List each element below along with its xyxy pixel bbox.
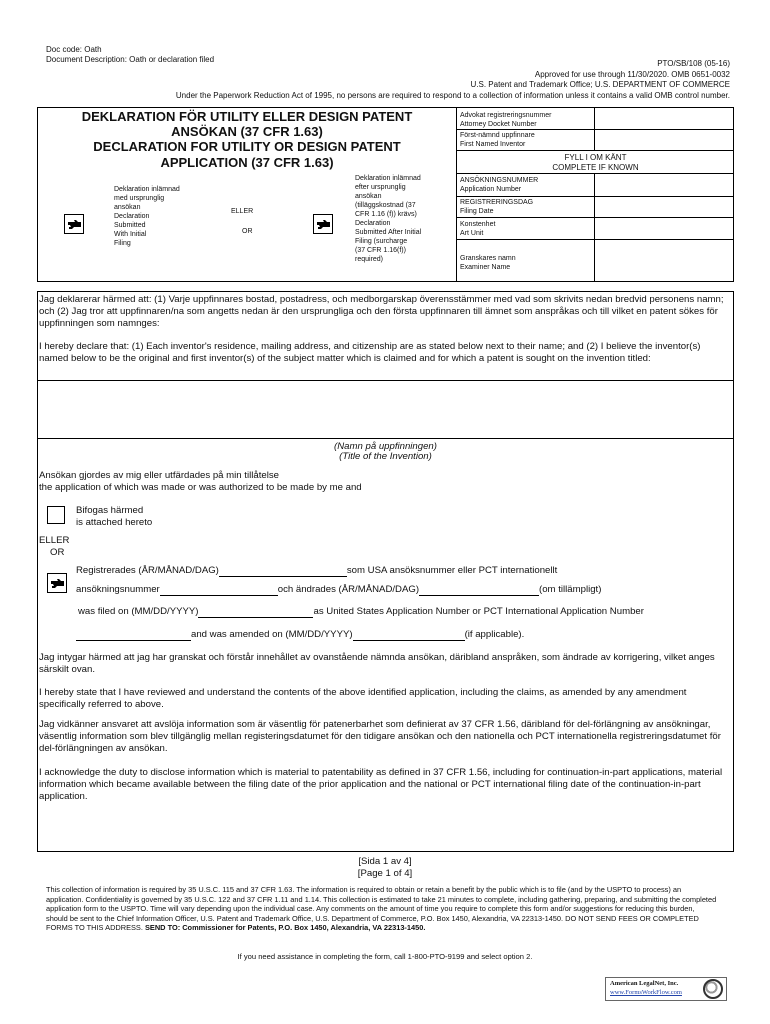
checkbox-initial-filing[interactable] xyxy=(64,214,84,234)
filed-date-field[interactable] xyxy=(198,606,313,618)
duty-sv: Jag vidkänner ansvaret att avslöja information som är väsentlig för patenerbarhet som definierat av 37 CFR 1.56, däribland för del-förlängning av ansökningar, väsentlig information som blev tillgänglig mellan registeringsdatumet för den tidigare ansökan och den nationella och PCT internationella registreringsdatumet för del-förlängningen av ansökan. xyxy=(39,719,721,754)
review-en: I hereby state that I have reviewed and understand the contents of the above identified application, including the claims, as amended by any amendment specifically referred to above. xyxy=(39,687,687,710)
page-number-sv: [Sida 1 av 4] xyxy=(358,856,412,867)
approval-line: Approved for use through 11/30/2020. OMB 0651-0032 xyxy=(534,70,730,79)
pra-notice: Under the Paperwork Reduction Act of 1995, no persons are required to respond to a collection of information unless it contains a valid OMB control number. xyxy=(175,91,730,100)
app-number-field-sv[interactable] xyxy=(160,584,278,596)
filed-checkbox[interactable] xyxy=(47,573,67,593)
first-inventor-field[interactable] xyxy=(595,130,733,150)
form-number: PTO/SB/108 (05-16) xyxy=(657,59,730,68)
eller-label: ELLER xyxy=(231,208,254,215)
agency-line: U.S. Patent and Trademark Office; U.S. DEPARTMENT OF COMMERCE xyxy=(470,80,730,89)
title-caption-sv: (Namn på uppfinningen) xyxy=(334,441,437,452)
or-label: OR xyxy=(242,228,253,235)
application-number-label: ANSÖKNINGSNUMMER Application Number xyxy=(460,177,539,193)
app-made-en: the application of which was made or was authorized to be made by me and xyxy=(39,482,362,493)
attorney-docket-field[interactable] xyxy=(595,108,733,129)
checkbox-after-filing[interactable] xyxy=(313,214,333,234)
application-number-field[interactable] xyxy=(595,174,733,196)
declaration-en: I hereby declare that: (1) Each inventor's residence, mailing address, and citizenship are as stated below next to their name; and (2) I believe the inventor(s) named below to be the original and first inventor(s) of the subject matter which is claimed and for which a patent is sought on the invention titled: xyxy=(39,341,701,364)
declaration-sv: Jag deklarerar härmed att: (1) Varje uppfinnares bostad, postadress, och medborgarskap överensstämmer med vad som skrivits nedan bredvid personens namn; och (2) Jag tror att uppfinnaren/na som angetts nedan är den ursprungliga och den första uppfinnaren till ämnet som anspråkas och till vilket en patent sökes för uppfinningen som namnges: xyxy=(39,294,724,329)
examiner-name-label: Granskares namn Examiner Name xyxy=(460,255,516,271)
examiner-name-field[interactable] xyxy=(595,240,733,282)
amended-line: and was amended on (MM/DD/YYYY) (if applicable). xyxy=(76,629,524,641)
brand-logo-icon xyxy=(703,979,723,999)
title-sv-1: DEKLARATION FÖR UTILITY ELLER DESIGN PATENT xyxy=(81,109,413,124)
pointing-hand-icon xyxy=(68,219,81,229)
title-caption-en: (Title of the Invention) xyxy=(339,451,432,462)
attorney-docket-label: Advokat registreringsnummer Attorney Docket Number xyxy=(460,112,552,128)
brand-url[interactable]: www.FormsWorkFlow.com xyxy=(610,989,682,996)
title-en-2: APPLICATION (37 CFR 1.63) xyxy=(160,155,334,170)
app-made-sv: Ansökan gjordes av mig eller utfärdades på min tillåtelse xyxy=(39,470,279,481)
app-number-field-en[interactable] xyxy=(76,629,191,641)
page-number-en: [Page 1 of 4] xyxy=(357,868,413,879)
burden-statement: This collection of information is required by 35 U.S.C. 115 and 37 CFR 1.63. The information is required to obtain or retain a benefit by the public which is to file (and by the USPTO to process) an application. Confidentiality is governed by 35 U.S.C. 122 and 37 CFR 1.11 and 1.14. This collection is estimated to take 21 minutes to complete, including gathering, preparing, and submitting the completed application form to the USPTO. Time will vary depending upon the individual case. Any comments on the amount of time you require to complete this form and/or suggestions for reducing this burden, should be sent to the Chief Information Officer, U.S. Patent and Trademark Office, U.S. Department of Commerce, P.O. Box 1450, Alexandria, VA 22313-1450. DO NOT SEND FEES OR COMPLETED FORMS TO THIS ADDRESS. SEND TO: Commissioner for Patents, P.O. Box 1450, Alexandria, VA 22313-1450. xyxy=(46,885,717,933)
doc-description: Document Description: Oath or declaration filed xyxy=(46,55,215,64)
amended-date-field-sv[interactable] xyxy=(419,584,539,596)
pointing-hand-icon xyxy=(317,219,330,229)
pointing-hand-icon xyxy=(51,578,64,588)
filing-date-field[interactable] xyxy=(595,197,733,217)
title-en-1: DECLARATION FOR UTILITY OR DESIGN PATENT xyxy=(93,139,401,154)
complete-if-known: FYLL I OM KÄNT COMPLETE IF KNOWN xyxy=(552,153,639,172)
option-initial-label: Deklaration inlämnad med ursprunglig ansökan Declaration Submitted With Initial Filing xyxy=(114,186,180,247)
filing-date-label: REGISTRERINGSDAG Filing Date xyxy=(460,199,534,215)
art-unit-label: Konstenhet Art Unit xyxy=(460,221,496,237)
registered-line-1: Registrerades (ÅR/MÅNAD/DAG) som USA ansöksnummer eller PCT internationellt xyxy=(76,565,558,576)
duty-en: I acknowledge the duty to disclose information which is material to patentability as defined in 37 CFR 1.56, including for continuation-in-part applications, material information which became available between the filing date of the prior application and the national or PCT international filing date of the continuation-in-part application. xyxy=(39,767,723,802)
title-sv-2: ANSÖKAN (37 CFR 1.63) xyxy=(171,124,323,139)
amended-date-field-en[interactable] xyxy=(353,629,465,641)
art-unit-field[interactable] xyxy=(595,218,733,239)
attached-en: is attached hereto xyxy=(76,517,153,528)
invention-title-field[interactable] xyxy=(38,381,733,438)
first-inventor-label: Först-nämnd uppfinnare First Named Inventor xyxy=(460,132,535,148)
brand-name: American LegalNet, Inc. xyxy=(610,980,679,987)
attached-checkbox[interactable] xyxy=(47,506,65,524)
attached-sv: Bifogas härmed xyxy=(76,505,144,516)
doc-code: Doc code: Oath xyxy=(46,45,102,54)
filed-line: was filed on (MM/DD/YYYY) as United States Application Number or PCT International Application Number xyxy=(78,606,644,617)
or-label-2: OR xyxy=(50,547,65,558)
registered-line-2: ansökningsnummer och ändrades (ÅR/MÅNAD/DAG) (om tillämpligt) xyxy=(76,584,602,595)
eller-label-2: ELLER xyxy=(39,535,70,546)
option-after-label: Deklaration inlämnad efter ursprunglig ansökan (tilläggskostnad (37 CFR 1.16 (f)) krävs) Declaration Submitted After Initial Filing (surcharge (37 CFR 1.16(f)) required) xyxy=(355,175,422,263)
assistance-line: If you need assistance in completing the form, call 1-800-PTO-9199 and select option 2. xyxy=(237,952,533,961)
registered-date-field[interactable] xyxy=(219,565,347,577)
review-sv: Jag intygar härmed att jag har granskat och förstår innehållet av ovanstående nämnda ansökan, däribland anspråken, som ändrade av korrigering, vilket anges särskilt ovan. xyxy=(39,652,715,675)
